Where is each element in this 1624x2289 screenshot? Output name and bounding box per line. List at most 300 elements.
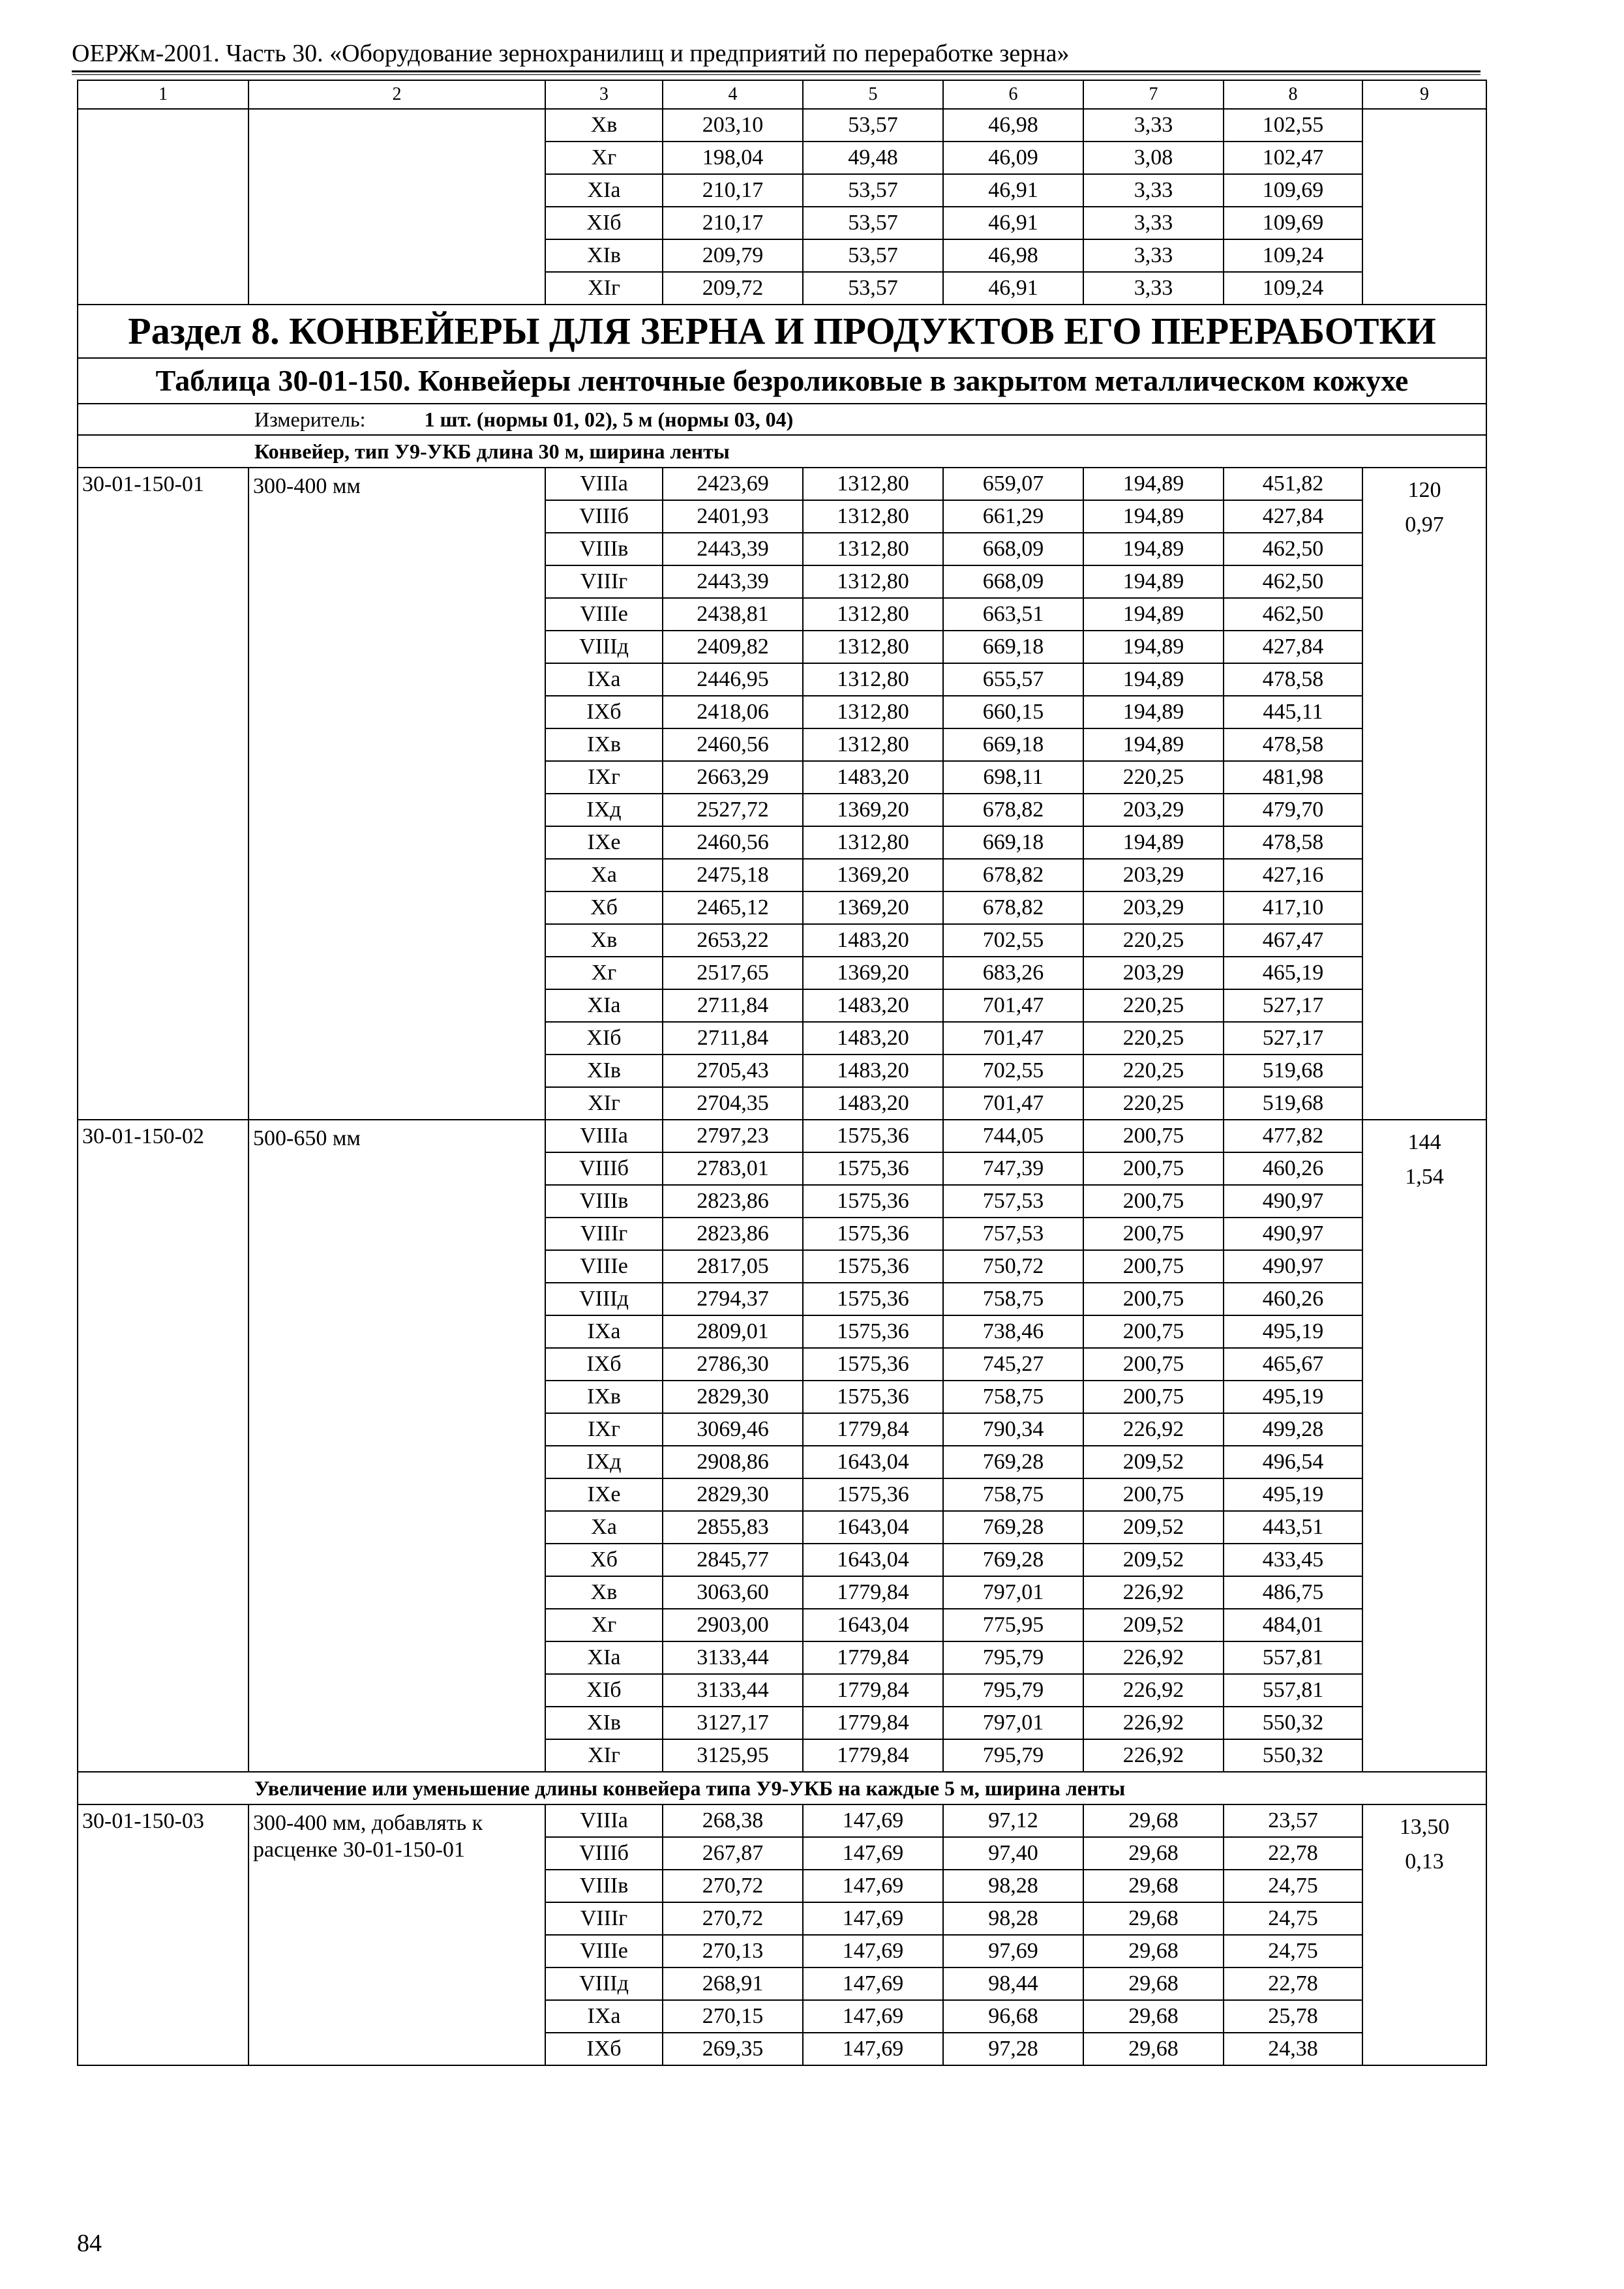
- value-cell: 678,82: [943, 859, 1083, 891]
- value-cell: 3,33: [1083, 239, 1224, 272]
- value-cell: 451,82: [1224, 468, 1362, 500]
- value-cell: 795,79: [943, 1739, 1083, 1772]
- value-cell: 484,01: [1224, 1609, 1362, 1641]
- value-cell: 747,39: [943, 1152, 1083, 1185]
- zone-cell: VIIIг: [545, 1218, 663, 1250]
- value-cell: 3063,60: [663, 1576, 803, 1609]
- value-cell: 194,89: [1083, 500, 1224, 533]
- value-cell: 200,75: [1083, 1250, 1224, 1283]
- value-cell: 97,12: [943, 1804, 1083, 1837]
- value-cell: 270,72: [663, 1870, 803, 1902]
- zone-cell: XIг: [545, 1739, 663, 1772]
- value-cell: 669,18: [943, 631, 1083, 663]
- zone-cell: VIIIб: [545, 500, 663, 533]
- zone-cell: IXа: [545, 1315, 663, 1348]
- unit-line: [78, 404, 1486, 435]
- header-rule: [72, 70, 1481, 72]
- col9-value: 13,50: [1399, 1815, 1450, 1839]
- value-cell: 3,33: [1083, 174, 1224, 207]
- zone-cell: Xв: [545, 924, 663, 957]
- zone-cell: XIв: [545, 1707, 663, 1739]
- value-cell: 2908,86: [663, 1446, 803, 1478]
- value-cell: 1483,20: [803, 989, 943, 1022]
- value-cell: 668,09: [943, 533, 1083, 565]
- value-cell: 24,75: [1224, 1935, 1362, 1967]
- value-cell: 2829,30: [663, 1478, 803, 1511]
- value-cell: 24,75: [1224, 1870, 1362, 1902]
- name-cell: 300-400 мм, добавлять к расценке 30-01-150-01: [248, 1804, 545, 2065]
- value-cell: 53,57: [803, 207, 943, 239]
- value-cell: 1312,80: [803, 468, 943, 500]
- value-cell: 2446,95: [663, 663, 803, 696]
- zone-cell: VIIIг: [545, 1902, 663, 1935]
- value-cell: 203,10: [663, 109, 803, 142]
- value-cell: 109,69: [1224, 174, 1362, 207]
- value-cell: 46,98: [943, 109, 1083, 142]
- value-cell: 29,68: [1083, 1902, 1224, 1935]
- value-cell: 2823,86: [663, 1185, 803, 1218]
- value-cell: 1312,80: [803, 728, 943, 761]
- value-cell: 2855,83: [663, 1511, 803, 1544]
- value-cell: 200,75: [1083, 1218, 1224, 1250]
- value-cell: 226,92: [1083, 1674, 1224, 1707]
- value-cell: 744,05: [943, 1120, 1083, 1152]
- value-cell: 1779,84: [803, 1641, 943, 1674]
- zone-cell: Xг: [545, 1609, 663, 1641]
- value-cell: 1575,36: [803, 1315, 943, 1348]
- value-cell: 701,47: [943, 1022, 1083, 1055]
- value-cell: 1779,84: [803, 1576, 943, 1609]
- value-cell: 2903,00: [663, 1609, 803, 1641]
- value-cell: 109,69: [1224, 207, 1362, 239]
- value-cell: 663,51: [943, 598, 1083, 631]
- value-cell: 462,50: [1224, 565, 1362, 598]
- value-cell: 203,29: [1083, 794, 1224, 826]
- zone-cell: VIIIв: [545, 1185, 663, 1218]
- subheader-row: [78, 1772, 1486, 1804]
- value-cell: 29,68: [1083, 1837, 1224, 1870]
- unit-label: Измеритель:: [254, 408, 366, 431]
- value-cell: 2663,29: [663, 761, 803, 794]
- value-cell: 209,72: [663, 272, 803, 305]
- value-cell: 2409,82: [663, 631, 803, 663]
- zone-cell: Xа: [545, 1511, 663, 1544]
- value-cell: 2704,35: [663, 1087, 803, 1120]
- value-cell: 465,19: [1224, 957, 1362, 989]
- zone-cell: XIа: [545, 1641, 663, 1674]
- value-cell: 200,75: [1083, 1120, 1224, 1152]
- value-cell: 147,69: [803, 1935, 943, 1967]
- value-cell: 102,55: [1224, 109, 1362, 142]
- value-cell: 486,75: [1224, 1576, 1362, 1609]
- subheader: Увеличение или уменьшение длины конвейера типа У9-УКБ на каждые 5 м, ширина ленты: [78, 1772, 1486, 1804]
- value-cell: 1312,80: [803, 533, 943, 565]
- value-cell: 147,69: [803, 2033, 943, 2065]
- zone-cell: Xб: [545, 1544, 663, 1576]
- value-cell: 194,89: [1083, 663, 1224, 696]
- value-cell: 268,38: [663, 1804, 803, 1837]
- value-cell: 46,91: [943, 207, 1083, 239]
- value-cell: 702,55: [943, 924, 1083, 957]
- zone-cell: IXб: [545, 1348, 663, 1381]
- subheader: Конвейер, тип У9-УКБ длина 30 м, ширина ленты: [78, 435, 1486, 468]
- zone-cell: XIв: [545, 239, 663, 272]
- value-cell: 460,26: [1224, 1152, 1362, 1185]
- value-cell: 2797,23: [663, 1120, 803, 1152]
- code-cell: 30-01-150-02: [78, 1120, 248, 1772]
- value-cell: 1575,36: [803, 1218, 943, 1250]
- value-cell: 557,81: [1224, 1641, 1362, 1674]
- value-cell: 659,07: [943, 468, 1083, 500]
- value-cell: 490,97: [1224, 1185, 1362, 1218]
- zone-cell: IXе: [545, 1478, 663, 1511]
- zone-cell: VIIIв: [545, 533, 663, 565]
- value-cell: 2711,84: [663, 989, 803, 1022]
- value-cell: 194,89: [1083, 565, 1224, 598]
- value-cell: 53,57: [803, 174, 943, 207]
- value-cell: 194,89: [1083, 598, 1224, 631]
- value-cell: 3125,95: [663, 1739, 803, 1772]
- value-cell: 775,95: [943, 1609, 1083, 1641]
- value-cell: 209,52: [1083, 1544, 1224, 1576]
- zone-cell: VIIIд: [545, 631, 663, 663]
- value-cell: 270,15: [663, 2000, 803, 2033]
- zone-cell: VIIIд: [545, 1967, 663, 2000]
- value-cell: 1312,80: [803, 663, 943, 696]
- value-cell: 194,89: [1083, 533, 1224, 565]
- value-cell: 109,24: [1224, 272, 1362, 305]
- value-cell: 2794,37: [663, 1283, 803, 1315]
- value-cell: 496,54: [1224, 1446, 1362, 1478]
- col-number: 8: [1224, 80, 1362, 109]
- value-cell: 1643,04: [803, 1544, 943, 1576]
- code-cell: [78, 109, 248, 305]
- value-cell: 462,50: [1224, 533, 1362, 565]
- value-cell: 769,28: [943, 1544, 1083, 1576]
- col9-value: 0,97: [1405, 512, 1444, 537]
- value-cell: 220,25: [1083, 1022, 1224, 1055]
- value-cell: 678,82: [943, 794, 1083, 826]
- zone-cell: XIа: [545, 174, 663, 207]
- table-row: [78, 109, 1486, 142]
- value-cell: 194,89: [1083, 826, 1224, 859]
- value-cell: 477,82: [1224, 1120, 1362, 1152]
- value-cell: 702,55: [943, 1055, 1083, 1087]
- value-cell: 2817,05: [663, 1250, 803, 1283]
- value-cell: 519,68: [1224, 1055, 1362, 1087]
- value-cell: 22,78: [1224, 1837, 1362, 1870]
- value-cell: 668,09: [943, 565, 1083, 598]
- value-cell: 527,17: [1224, 989, 1362, 1022]
- value-cell: 1643,04: [803, 1609, 943, 1641]
- value-cell: 200,75: [1083, 1283, 1224, 1315]
- value-cell: 2517,65: [663, 957, 803, 989]
- col-number: 4: [663, 80, 803, 109]
- unit-line-row: [78, 404, 1486, 435]
- value-cell: 147,69: [803, 1837, 943, 1870]
- zone-cell: XIб: [545, 207, 663, 239]
- zone-cell: Xб: [545, 891, 663, 924]
- value-cell: 2845,77: [663, 1544, 803, 1576]
- col-number: 6: [943, 80, 1083, 109]
- value-cell: 758,75: [943, 1381, 1083, 1413]
- value-cell: 433,45: [1224, 1544, 1362, 1576]
- zone-cell: VIIIе: [545, 598, 663, 631]
- value-cell: 2711,84: [663, 1022, 803, 1055]
- value-cell: 97,28: [943, 2033, 1083, 2065]
- value-cell: 1575,36: [803, 1185, 943, 1218]
- value-cell: 268,91: [663, 1967, 803, 2000]
- zone-cell: XIа: [545, 989, 663, 1022]
- value-cell: 758,75: [943, 1283, 1083, 1315]
- zone-cell: VIIIб: [545, 1837, 663, 1870]
- value-cell: 1312,80: [803, 500, 943, 533]
- value-cell: 200,75: [1083, 1152, 1224, 1185]
- value-cell: 3133,44: [663, 1641, 803, 1674]
- value-cell: 750,72: [943, 1250, 1083, 1283]
- zone-cell: IXб: [545, 2033, 663, 2065]
- value-cell: 1312,80: [803, 598, 943, 631]
- value-cell: 1575,36: [803, 1478, 943, 1511]
- value-cell: 46,09: [943, 142, 1083, 174]
- zone-cell: Xв: [545, 109, 663, 142]
- value-cell: 200,75: [1083, 1185, 1224, 1218]
- zone-cell: IXв: [545, 728, 663, 761]
- zone-cell: VIIIв: [545, 1870, 663, 1902]
- value-cell: 53,57: [803, 109, 943, 142]
- value-cell: 3133,44: [663, 1674, 803, 1707]
- code-cell: 30-01-150-01: [78, 468, 248, 1120]
- value-cell: 427,84: [1224, 631, 1362, 663]
- zone-cell: XIб: [545, 1022, 663, 1055]
- value-cell: 1312,80: [803, 565, 943, 598]
- col-number: 1: [78, 80, 248, 109]
- value-cell: 1779,84: [803, 1674, 943, 1707]
- value-cell: 499,28: [1224, 1413, 1362, 1446]
- value-cell: 147,69: [803, 1902, 943, 1935]
- value-cell: 669,18: [943, 826, 1083, 859]
- value-cell: 194,89: [1083, 468, 1224, 500]
- value-cell: 49,48: [803, 142, 943, 174]
- rates-table: [77, 80, 1487, 2066]
- table-title-row: [78, 358, 1486, 404]
- value-cell: 427,84: [1224, 500, 1362, 533]
- value-cell: 200,75: [1083, 1478, 1224, 1511]
- zone-cell: IXг: [545, 1413, 663, 1446]
- name-cell: 500-650 мм: [248, 1120, 545, 1772]
- value-cell: 220,25: [1083, 761, 1224, 794]
- value-cell: 203,29: [1083, 957, 1224, 989]
- col9-cell: [1362, 1804, 1486, 2065]
- value-cell: 3069,46: [663, 1413, 803, 1446]
- value-cell: 2823,86: [663, 1218, 803, 1250]
- value-cell: 660,15: [943, 696, 1083, 728]
- value-cell: 3,33: [1083, 207, 1224, 239]
- zone-cell: VIIIа: [545, 468, 663, 500]
- zone-cell: VIIIе: [545, 1935, 663, 1967]
- value-cell: 1312,80: [803, 631, 943, 663]
- value-cell: 1483,20: [803, 761, 943, 794]
- value-cell: 745,27: [943, 1348, 1083, 1381]
- col9-value: 144: [1407, 1130, 1441, 1154]
- value-cell: 97,40: [943, 1837, 1083, 1870]
- value-cell: 678,82: [943, 891, 1083, 924]
- value-cell: 481,98: [1224, 761, 1362, 794]
- zone-cell: VIIIг: [545, 565, 663, 598]
- zone-cell: Xг: [545, 957, 663, 989]
- value-cell: 226,92: [1083, 1739, 1224, 1772]
- value-cell: 1643,04: [803, 1446, 943, 1478]
- col9-value: 120: [1407, 478, 1441, 502]
- value-cell: 2829,30: [663, 1381, 803, 1413]
- value-cell: 3,33: [1083, 272, 1224, 305]
- col9-cell: [1362, 1120, 1486, 1772]
- value-cell: 2401,93: [663, 500, 803, 533]
- value-cell: 2705,43: [663, 1055, 803, 1087]
- value-cell: 24,38: [1224, 2033, 1362, 2065]
- value-cell: 417,10: [1224, 891, 1362, 924]
- value-cell: 1779,84: [803, 1413, 943, 1446]
- value-cell: 29,68: [1083, 1935, 1224, 1967]
- value-cell: 226,92: [1083, 1707, 1224, 1739]
- zone-cell: IXд: [545, 794, 663, 826]
- col-number: 5: [803, 80, 943, 109]
- value-cell: 550,32: [1224, 1707, 1362, 1739]
- zone-cell: VIIIа: [545, 1120, 663, 1152]
- value-cell: 2527,72: [663, 794, 803, 826]
- value-cell: 194,89: [1083, 728, 1224, 761]
- column-number-row: [78, 80, 1486, 109]
- col9-cell: [1362, 468, 1486, 1120]
- zone-cell: XIв: [545, 1055, 663, 1087]
- value-cell: 1369,20: [803, 891, 943, 924]
- value-cell: 495,19: [1224, 1315, 1362, 1348]
- value-cell: 550,32: [1224, 1739, 1362, 1772]
- value-cell: 46,98: [943, 239, 1083, 272]
- value-cell: 478,58: [1224, 826, 1362, 859]
- value-cell: 3127,17: [663, 1707, 803, 1739]
- value-cell: 98,28: [943, 1902, 1083, 1935]
- value-cell: 203,29: [1083, 859, 1224, 891]
- value-cell: 209,79: [663, 239, 803, 272]
- value-cell: 738,46: [943, 1315, 1083, 1348]
- value-cell: 3,08: [1083, 142, 1224, 174]
- value-cell: 427,16: [1224, 859, 1362, 891]
- value-cell: 147,69: [803, 1967, 943, 2000]
- value-cell: 1312,80: [803, 826, 943, 859]
- value-cell: 2418,06: [663, 696, 803, 728]
- col-number: 9: [1362, 80, 1486, 109]
- value-cell: 209,52: [1083, 1511, 1224, 1544]
- value-cell: 226,92: [1083, 1413, 1224, 1446]
- value-cell: 2653,22: [663, 924, 803, 957]
- value-cell: 220,25: [1083, 1055, 1224, 1087]
- value-cell: 226,92: [1083, 1576, 1224, 1609]
- name-cell: [248, 109, 545, 305]
- value-cell: 460,26: [1224, 1283, 1362, 1315]
- value-cell: 701,47: [943, 1087, 1083, 1120]
- page-number: 84: [77, 2230, 102, 2257]
- value-cell: 527,17: [1224, 1022, 1362, 1055]
- section-title-row: [78, 305, 1486, 358]
- value-cell: 758,75: [943, 1478, 1083, 1511]
- value-cell: 2460,56: [663, 826, 803, 859]
- value-cell: 220,25: [1083, 1087, 1224, 1120]
- zone-cell: Xа: [545, 859, 663, 891]
- value-cell: 29,68: [1083, 1870, 1224, 1902]
- value-cell: 795,79: [943, 1641, 1083, 1674]
- value-cell: 109,24: [1224, 239, 1362, 272]
- value-cell: 220,25: [1083, 989, 1224, 1022]
- value-cell: 102,47: [1224, 142, 1362, 174]
- value-cell: 769,28: [943, 1446, 1083, 1478]
- value-cell: 147,69: [803, 2000, 943, 2033]
- value-cell: 2443,39: [663, 533, 803, 565]
- value-cell: 147,69: [803, 1804, 943, 1837]
- zone-cell: IXа: [545, 2000, 663, 2033]
- value-cell: 1369,20: [803, 859, 943, 891]
- zone-cell: XIг: [545, 1087, 663, 1120]
- value-cell: 2438,81: [663, 598, 803, 631]
- value-cell: 462,50: [1224, 598, 1362, 631]
- zone-cell: Xг: [545, 142, 663, 174]
- value-cell: 2786,30: [663, 1348, 803, 1381]
- value-cell: 1575,36: [803, 1152, 943, 1185]
- rates-table-body: [78, 80, 1486, 2065]
- header-rule-thin: [72, 74, 1481, 75]
- value-cell: 443,51: [1224, 1511, 1362, 1544]
- value-cell: 769,28: [943, 1511, 1083, 1544]
- zone-cell: VIIIе: [545, 1250, 663, 1283]
- subheader-row: [78, 435, 1486, 468]
- value-cell: 200,75: [1083, 1315, 1224, 1348]
- value-cell: 479,70: [1224, 794, 1362, 826]
- value-cell: 29,68: [1083, 1967, 1224, 2000]
- unit-value: 1 шт. (нормы 01, 02), 5 м (нормы 03, 04): [424, 408, 794, 431]
- value-cell: 661,29: [943, 500, 1083, 533]
- value-cell: 200,75: [1083, 1348, 1224, 1381]
- table-row: [78, 1804, 1486, 1837]
- value-cell: 270,72: [663, 1902, 803, 1935]
- value-cell: 495,19: [1224, 1381, 1362, 1413]
- col9-value: 1,54: [1405, 1164, 1444, 1189]
- value-cell: 698,11: [943, 761, 1083, 794]
- value-cell: 46,91: [943, 272, 1083, 305]
- value-cell: 29,68: [1083, 2033, 1224, 2065]
- value-cell: 2465,12: [663, 891, 803, 924]
- value-cell: 269,35: [663, 2033, 803, 2065]
- value-cell: 29,68: [1083, 2000, 1224, 2033]
- value-cell: 267,87: [663, 1837, 803, 1870]
- value-cell: 757,53: [943, 1218, 1083, 1250]
- zone-cell: IXа: [545, 663, 663, 696]
- value-cell: 210,17: [663, 207, 803, 239]
- value-cell: 795,79: [943, 1674, 1083, 1707]
- value-cell: 1643,04: [803, 1511, 943, 1544]
- section-title: Раздел 8. КОНВЕЙЕРЫ ДЛЯ ЗЕРНА И ПРОДУКТОВ ЕГО ПЕРЕРАБОТКИ: [78, 305, 1486, 358]
- value-cell: 557,81: [1224, 1674, 1362, 1707]
- value-cell: 1369,20: [803, 794, 943, 826]
- value-cell: 200,75: [1083, 1381, 1224, 1413]
- table-title: Таблица 30-01-150. Конвейеры ленточные безроликовые в закрытом металлическом кожухе: [78, 358, 1486, 404]
- value-cell: 495,19: [1224, 1478, 1362, 1511]
- value-cell: 29,68: [1083, 1804, 1224, 1837]
- value-cell: 797,01: [943, 1576, 1083, 1609]
- value-cell: 465,67: [1224, 1348, 1362, 1381]
- value-cell: 96,68: [943, 2000, 1083, 2033]
- value-cell: 478,58: [1224, 728, 1362, 761]
- value-cell: 1575,36: [803, 1348, 943, 1381]
